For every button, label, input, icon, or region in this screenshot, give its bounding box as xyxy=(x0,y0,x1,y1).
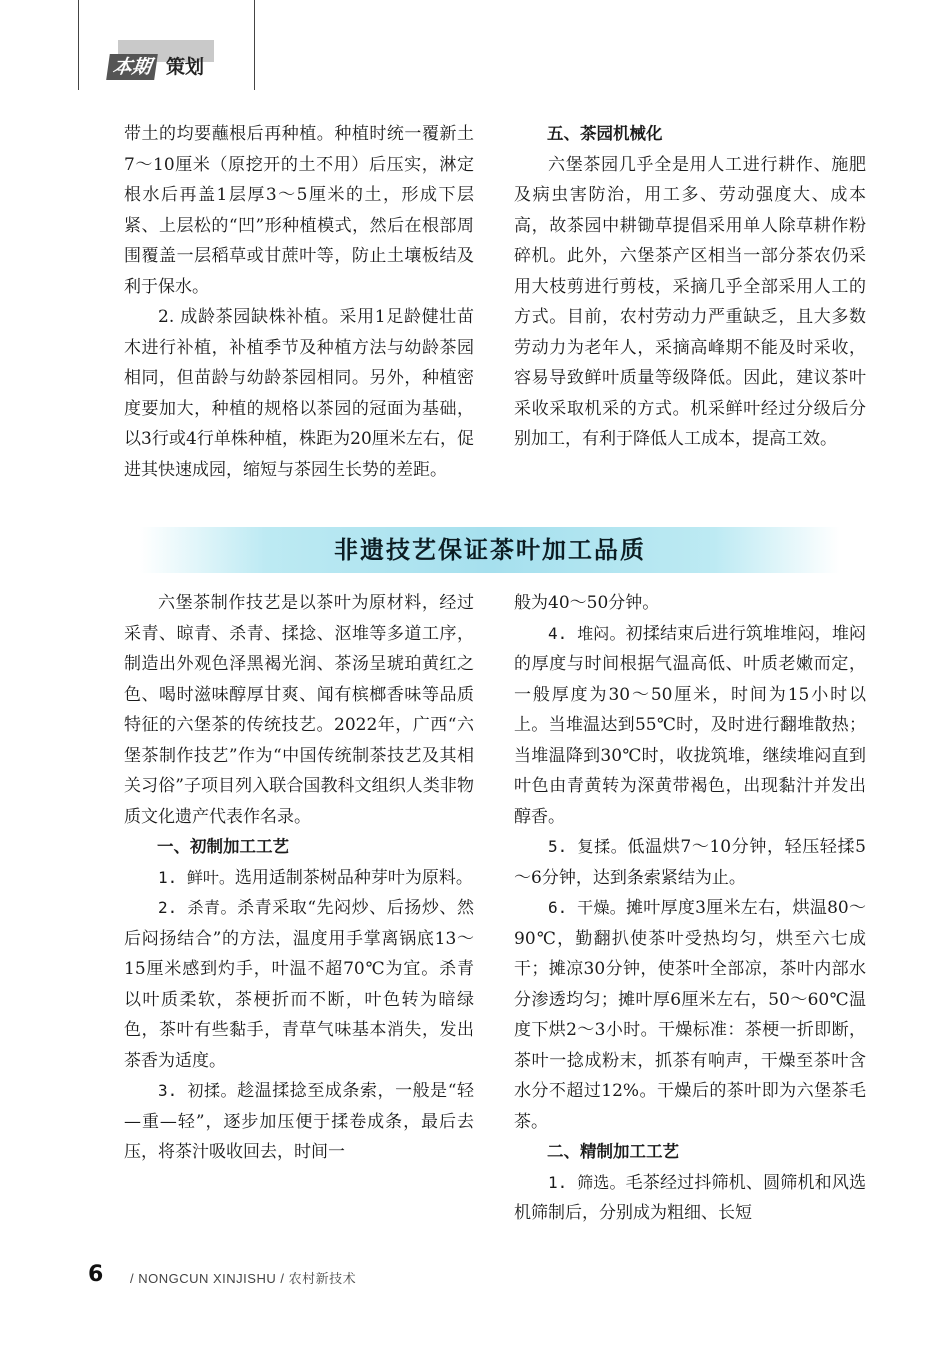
column-bottom-right xyxy=(514,588,866,1229)
page-number: 6 xyxy=(88,1262,104,1287)
section-heading: 五、茶园机械化 xyxy=(547,124,663,143)
section-heading: 一、初制加工工艺 xyxy=(157,837,289,856)
paragraph: 六堡茶园几乎全是用人工进行耕作、施肥及病虫害防治，用工多、劳动强度大、成本高，故茶园中耕锄草提倡采用单人除草耕作粉碎机。此外，六堡茶产区相当一部分茶农仍采用大枝剪进行剪枝，采摘几乎全部采用人工的方式。目前，农村劳动力严重缺乏，且大多数劳动力为老年人，采摘高峰期不能及时采收，容易导致鲜叶质量等级降低。因此，建议茶叶采收采取机采的方式。机采鲜叶经过分级后分别加工，有利于降低人工成本，提高工效。 xyxy=(514,154,866,449)
step-text: 杀青采取“先闷炒、后扬炒、然后闷扬结合”的方法，温度用手掌离锅底13～15厘米感到灼手，叶温不超70℃为宜。杀青以叶质柔软，茶梗折而不断，叶色转为暗绿色，茶叶有些黏手，青草气味基本消失，发出茶香为适度。 xyxy=(124,898,474,1071)
step-paragraph xyxy=(124,1076,474,1168)
header-divider-left xyxy=(78,0,79,90)
step-paragraph xyxy=(514,832,866,893)
step-paragraph xyxy=(514,893,866,1137)
step-title: 4. 堆闷。 xyxy=(548,623,626,643)
step-text: 低温烘7～10分钟，轻压轻揉5～6分钟，达到条索紧结为止。 xyxy=(514,837,866,888)
header-section: 策划 xyxy=(166,56,205,78)
step-paragraph xyxy=(124,893,474,1076)
step-text: 趁温揉捻至成条索，一般是“轻—重—轻”，逐步加压便于揉卷成条，最后去压，将茶汁吸收回去，时间一 xyxy=(124,1081,474,1162)
column-bottom-left xyxy=(124,588,474,1168)
step-title: 6. 干燥。 xyxy=(548,898,626,917)
column-top-right xyxy=(514,119,866,455)
paragraph: 带土的均要蘸根后再种植。种植时统一覆新土7～10厘米（原挖开的土不用）后压实，淋定根水后再盖1层厚3～5厘米的土，形成下层紧、上层松的“凹”形种植模式，然后在根部周围覆盖一层稻草或甘蔗叶等，防止土壤板结及利于保水。 xyxy=(124,124,474,297)
step-title: 3. 初揉。 xyxy=(158,1081,238,1100)
step-text: 摊叶厚度3厘米左右，烘温80～90℃，勤翻扒使茶叶受热均匀，烘至六七成干；摊凉30分钟，使茶叶全部凉，茶叶内部水分渗透均匀；摊叶厚6厘米左右，50～60℃温度下烘2～3小时。干燥标准：茶梗一折即断，茶叶一捻成粉末，抓茶有响声，干燥至茶叶含水分不超过12%。干燥后的茶叶即为六堡茶毛茶。 xyxy=(514,898,866,1132)
step-title: 5. 复揉。 xyxy=(548,837,628,856)
header-tag: 本期 xyxy=(106,54,158,80)
paragraph: 六堡茶制作技艺是以茶叶为原材料，经过采青、晾青、杀青、揉捻、沤堆等多道工序，制造出外观色泽黑褐光润、茶汤呈琥珀黄红之色、喝时滋味醇厚甘爽、闻有槟榔香味等品质特征的六堡茶的传统技艺。2022年，广西“六堡茶制作技艺”作为“中国传统制茶技艺及其相关习俗”子项目列入联合国教科文组织人类非物质文化遗产代表作名录。 xyxy=(124,593,474,827)
step-title: 1. 筛选。 xyxy=(548,1172,626,1192)
section-heading: 二、精制加工工艺 xyxy=(547,1142,679,1161)
paragraph: 2. 成龄茶园缺株补植。采用1足龄健壮苗木进行补植，补植季节及种植方法与幼龄茶园相同，但苗龄与幼龄茶园相同。另外，种植密度要加大，种植的规格以茶园的冠面为基础，以3行或4行单株种植，株距为20厘米左右，促进其快速成园，缩短与茶园生长势的差距。 xyxy=(124,307,474,480)
step-title: 1. 鲜叶。 xyxy=(158,867,235,887)
step-title: 2. 杀青。 xyxy=(158,898,238,917)
magazine-name: / NONGCUN XINJISHU / 农村新技术 xyxy=(130,1271,357,1286)
step-paragraph xyxy=(514,619,866,833)
step-text: 初揉结束后进行筑堆堆闷，堆闷的厚度与时间根据气温高低、叶质老嫩而定，一般厚度为30～50厘米，时间为15小时以上。当堆温达到55℃时，及时进行翻堆散热；当堆温降到30℃时，收拢筑堆，继续堆闷直到叶色由青黄转为深黄带褐色，出现黏汁并发出醇香。 xyxy=(514,623,867,827)
banner-title: 非遗技艺保证茶叶加工品质 xyxy=(334,536,646,564)
section-header xyxy=(82,40,222,88)
section-banner xyxy=(140,527,840,573)
step-text: 选用适制茶树品种芽叶为原料。 xyxy=(234,867,473,888)
step-paragraph xyxy=(514,1168,866,1229)
step-paragraph xyxy=(124,863,474,894)
paragraph-continuation: 般为40～50分钟。 xyxy=(514,593,660,613)
header-divider-right xyxy=(254,0,255,90)
column-top-left xyxy=(124,119,474,485)
step-text: 毛茶经过抖筛机、圆筛机和风选机筛制后，分别成为粗细、长短 xyxy=(514,1172,867,1223)
